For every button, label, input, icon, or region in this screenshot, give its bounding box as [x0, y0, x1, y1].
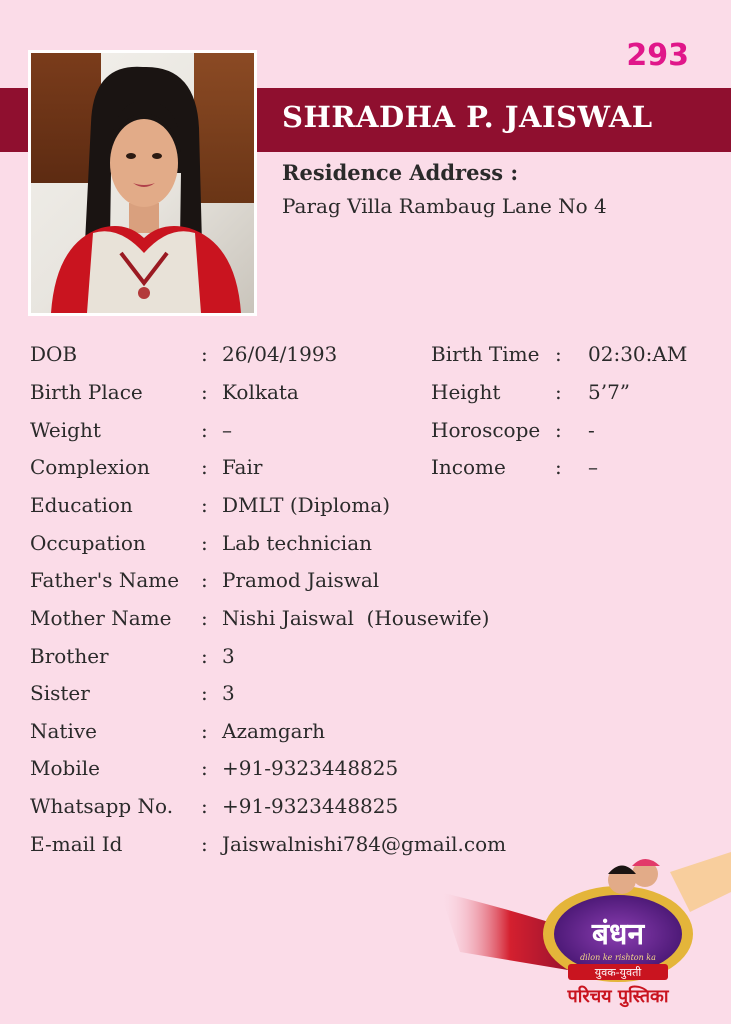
logo-tagline: dilon ke rishton ka: [580, 953, 656, 962]
field-value: Kolkata: [222, 380, 299, 404]
field-value: DMLT (Diploma): [222, 493, 391, 517]
field-label: Father's Name: [30, 568, 180, 592]
field-label: Mobile: [30, 756, 100, 780]
field-label: Weight: [30, 418, 101, 442]
logo-subtitle: युवक-युवती: [594, 966, 642, 979]
field-label: Height: [431, 380, 501, 404]
field-value: 26/04/1993: [222, 342, 338, 366]
field-value: Fair: [222, 455, 263, 479]
field-label: E-mail Id: [30, 832, 123, 856]
field-row: [30, 794, 710, 824]
field-label: Mother Name: [30, 606, 172, 630]
photo-image: [31, 53, 254, 313]
residence-address-value: Parag Villa Rambaug Lane No 4: [282, 194, 607, 218]
field-value: +91-9323448825: [222, 756, 399, 780]
field-row: [30, 756, 710, 786]
field-row: [30, 342, 430, 372]
field-value: Jaiswalnishi784@gmail.com: [222, 832, 507, 856]
field-label: Education: [30, 493, 133, 517]
field-value: 3: [222, 681, 235, 705]
field-value: -: [588, 418, 595, 442]
residence-address-title: Residence Address :: [282, 160, 519, 185]
field-label: Brother: [30, 644, 109, 668]
field-label: Whatsapp No.: [30, 794, 174, 818]
field-value: Pramod Jaiswal: [222, 568, 380, 592]
field-separator: :: [201, 455, 208, 479]
field-row: [431, 380, 721, 410]
field-row: [431, 418, 721, 448]
field-separator: :: [201, 644, 208, 668]
candidate-name: SHRADHA P. JAISWAL: [282, 100, 653, 134]
field-separator: :: [201, 756, 208, 780]
bandhan-logo: [440, 852, 731, 1024]
field-value: +91-9323448825: [222, 794, 399, 818]
field-label: Horoscope: [431, 418, 541, 442]
logo-title: बंधन: [591, 917, 645, 952]
field-separator: :: [201, 606, 208, 630]
field-value: –: [222, 418, 232, 442]
field-separator: :: [201, 380, 208, 404]
field-row: [30, 531, 710, 561]
field-label: Native: [30, 719, 97, 743]
profile-number: 293: [626, 38, 689, 73]
field-separator: :: [201, 531, 208, 555]
profile-photo: [28, 50, 257, 316]
field-separator: :: [201, 832, 208, 856]
field-value: Lab technician: [222, 531, 372, 555]
field-value: 02:30:AM: [588, 342, 688, 366]
field-row: [30, 719, 710, 749]
field-separator: :: [555, 342, 562, 366]
field-row: [30, 681, 710, 711]
field-label: Birth Time: [431, 342, 540, 366]
field-label: Birth Place: [30, 380, 143, 404]
field-label: Complexion: [30, 455, 150, 479]
field-label: DOB: [30, 342, 78, 366]
field-row: [30, 418, 430, 448]
person-portrait-icon: [31, 53, 254, 313]
field-value: –: [588, 455, 598, 479]
field-row: [30, 568, 710, 598]
field-label: Occupation: [30, 531, 146, 555]
field-value: Azamgarh: [222, 719, 326, 743]
field-separator: :: [201, 342, 208, 366]
field-row: [30, 606, 710, 636]
field-separator: :: [555, 418, 562, 442]
logo-bottom: परिचय पुस्तिका: [567, 986, 669, 1007]
field-value: 5’7”: [588, 380, 631, 404]
field-row: [30, 644, 710, 674]
field-separator: :: [201, 681, 208, 705]
field-separator: :: [201, 719, 208, 743]
field-value: 3: [222, 644, 235, 668]
field-row: [30, 493, 710, 523]
field-label: Income: [431, 455, 506, 479]
field-separator: :: [555, 455, 562, 479]
field-row: [431, 455, 721, 485]
field-label: Sister: [30, 681, 90, 705]
field-value: Nishi Jaiswal (Housewife): [222, 606, 490, 630]
field-row: [30, 380, 430, 410]
field-separator: :: [555, 380, 562, 404]
field-row: [30, 455, 430, 485]
field-separator: :: [201, 418, 208, 442]
field-separator: :: [201, 794, 208, 818]
field-separator: :: [201, 568, 208, 592]
field-separator: :: [201, 493, 208, 517]
field-row: [431, 342, 721, 372]
